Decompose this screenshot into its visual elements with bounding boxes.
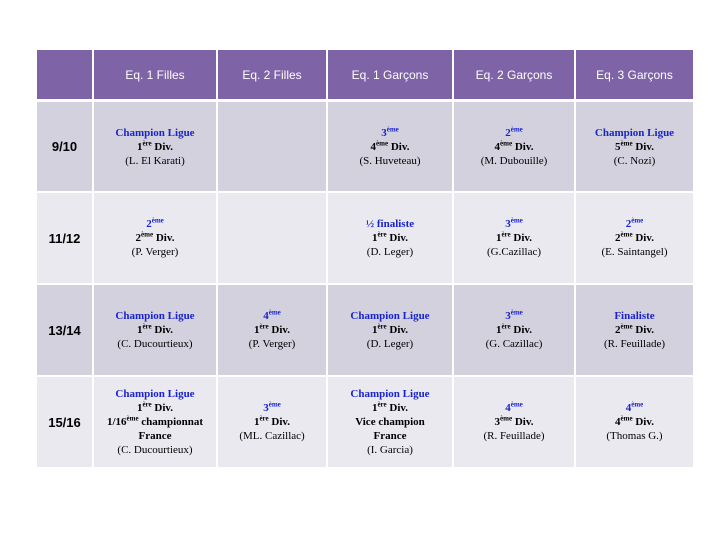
coach-name: (R. Feuillade) — [483, 430, 545, 442]
result-cell — [93, 284, 217, 376]
result-cell — [217, 192, 327, 284]
result-main: 3 — [505, 310, 511, 322]
division-word: Div. — [635, 140, 654, 153]
division-word: Div. — [389, 324, 409, 336]
result-text — [94, 217, 216, 231]
coach-name: (C. Ducourtieux) — [117, 338, 193, 350]
result-cell-content — [576, 401, 693, 443]
division-number: 2 — [615, 324, 621, 336]
column-header-eq3-garcons: Eq. 3 Garçons — [575, 50, 694, 101]
result-cell-content — [94, 309, 216, 351]
result-text — [218, 401, 326, 415]
result-main: Champion Ligue — [115, 310, 195, 322]
division-ordinal-suffix: ère — [142, 322, 152, 331]
division-number: 4 — [494, 140, 501, 153]
season-label: 11/12 — [37, 192, 93, 284]
coach-name: (D. Leger) — [366, 338, 414, 350]
division-word: Div. — [389, 232, 409, 244]
division-text — [576, 140, 693, 154]
division-ordinal-suffix: ère — [501, 230, 511, 239]
coach-name: (Thomas G.) — [606, 430, 663, 442]
result-text — [454, 126, 574, 140]
division-ordinal-suffix: ème — [620, 322, 633, 331]
division-number: 2 — [615, 232, 621, 244]
corner-header — [37, 50, 93, 101]
division-word: Div. — [514, 416, 534, 428]
result-text — [94, 309, 216, 323]
achievement-text — [94, 429, 216, 443]
result-cell — [327, 192, 453, 284]
result-cell-content — [94, 126, 216, 168]
division-ordinal-suffix: ème — [500, 138, 513, 147]
division-ordinal-suffix: ème — [376, 138, 389, 147]
division-word: Div. — [154, 402, 174, 414]
division-number: 1 — [495, 324, 502, 336]
division-number: 3 — [494, 416, 501, 428]
division-ordinal-suffix: ère — [259, 414, 269, 423]
result-cell — [453, 376, 575, 468]
result-main: ½ finaliste — [365, 218, 415, 230]
division-word: Div. — [154, 324, 174, 336]
result-text — [94, 387, 216, 401]
division-word: Div. — [271, 416, 291, 428]
division-ordinal-suffix: ère — [377, 230, 387, 239]
division-ordinal-suffix: ère — [501, 322, 511, 331]
result-main: 4 — [505, 402, 511, 414]
division-text — [218, 323, 326, 337]
division-text — [218, 415, 326, 429]
division-ordinal-suffix: ème — [620, 414, 633, 423]
result-main: 4 — [625, 402, 632, 414]
division-text — [94, 401, 216, 415]
results-table-wrapper — [37, 50, 694, 469]
result-cell — [453, 192, 575, 284]
result-text — [328, 126, 452, 140]
division-text — [328, 323, 452, 337]
result-cell — [217, 284, 327, 376]
division-number: 1 — [253, 416, 260, 428]
result-cell — [575, 284, 694, 376]
column-header-eq1-filles: Eq. 1 Filles — [93, 50, 217, 101]
achievement-main: Vice champion — [355, 416, 425, 428]
result-text — [576, 217, 693, 231]
coach-name: (D. Leger) — [366, 246, 414, 258]
coach-name: (G. Cazillac) — [485, 338, 543, 350]
result-text — [454, 401, 574, 415]
achievement-ordinal-suffix: ème — [126, 414, 139, 423]
result-cell-content — [328, 217, 452, 259]
result-ordinal-suffix: ème — [510, 400, 523, 409]
division-number: 1 — [495, 232, 502, 244]
division-ordinal-suffix: ère — [142, 400, 152, 409]
division-number: 1 — [136, 324, 143, 336]
division-number: 5 — [615, 140, 621, 153]
division-text — [94, 140, 216, 154]
result-ordinal-suffix: ème — [268, 400, 281, 409]
result-cell-content — [576, 217, 693, 259]
column-header-eq2-garcons: Eq. 2 Garçons — [453, 50, 575, 101]
achievement-main: 1/16 — [106, 416, 127, 428]
result-main: 3 — [505, 218, 511, 230]
division-ordinal-suffix: ème — [620, 138, 633, 147]
result-cell — [575, 376, 694, 468]
result-cell — [327, 101, 453, 193]
result-cell-content — [454, 309, 574, 351]
season-row — [37, 192, 694, 284]
result-main: 2 — [625, 218, 632, 230]
division-text — [94, 231, 216, 245]
coach-name: (P. Verger) — [248, 338, 296, 350]
result-main: Champion Ligue — [115, 388, 195, 400]
division-text — [454, 231, 574, 245]
season-row — [37, 101, 694, 193]
coach-name: (C. Nozi) — [613, 154, 656, 167]
division-number: 1 — [371, 402, 378, 414]
division-number: 1 — [371, 232, 378, 244]
result-main: 3 — [381, 126, 387, 139]
result-main: 2 — [505, 126, 511, 139]
result-cell — [217, 101, 327, 193]
result-cell-content — [454, 401, 574, 443]
result-text — [218, 309, 326, 323]
coach-name: (P. Verger) — [131, 246, 179, 258]
coach-name: (ML. Cazillac) — [239, 430, 305, 442]
result-ordinal-suffix: ème — [631, 216, 644, 225]
result-text — [454, 217, 574, 231]
achievement-main: France — [138, 430, 172, 442]
season-label: 13/14 — [37, 284, 93, 376]
result-text — [576, 309, 693, 323]
division-text — [576, 231, 693, 245]
achievement-main: France — [373, 430, 407, 442]
division-word: Div. — [390, 140, 410, 153]
header-row — [37, 50, 694, 101]
result-cell — [93, 101, 217, 193]
division-text — [94, 323, 216, 337]
division-ordinal-suffix: ème — [500, 414, 513, 423]
result-ordinal-suffix: ème — [631, 400, 644, 409]
achievement-text — [328, 415, 452, 429]
division-text — [454, 415, 574, 429]
division-number: 1 — [136, 402, 143, 414]
achievement-text — [328, 429, 452, 443]
division-word: Div. — [154, 140, 174, 153]
division-text — [328, 140, 452, 154]
result-main: Champion Ligue — [350, 388, 430, 400]
result-cell-content — [94, 217, 216, 259]
division-word: Div. — [513, 324, 533, 336]
division-word: Div. — [635, 324, 654, 336]
season-label: 15/16 — [37, 376, 93, 468]
result-cell — [327, 376, 453, 468]
division-word: Div. — [635, 232, 654, 244]
result-cell — [217, 376, 327, 468]
coach-name: (C. Ducourtieux) — [117, 444, 193, 456]
division-text — [576, 415, 693, 429]
result-cell — [453, 284, 575, 376]
result-cell — [575, 101, 694, 193]
season-row — [37, 376, 694, 468]
result-ordinal-suffix: ème — [510, 308, 523, 317]
result-cell — [327, 284, 453, 376]
coach-name: (M. Dubouille) — [480, 154, 548, 167]
division-ordinal-suffix: ère — [259, 322, 269, 331]
result-ordinal-suffix: ème — [510, 216, 523, 225]
division-word: Div. — [635, 416, 654, 428]
result-cell-content — [576, 309, 693, 351]
result-cell — [453, 101, 575, 193]
division-ordinal-suffix: ère — [142, 138, 152, 147]
result-text — [576, 401, 693, 415]
division-number: 1 — [136, 140, 143, 153]
result-cell-content — [218, 309, 326, 351]
result-text — [328, 217, 452, 231]
division-text — [328, 231, 452, 245]
achievement-text — [94, 415, 216, 429]
result-cell — [93, 192, 217, 284]
results-table — [37, 50, 695, 469]
division-text — [454, 323, 574, 337]
result-text — [454, 309, 574, 323]
result-ordinal-suffix: ème — [151, 216, 164, 225]
result-text — [328, 387, 452, 401]
result-text — [576, 126, 693, 140]
division-word: Div. — [155, 232, 175, 244]
result-main: Champion Ligue — [594, 126, 675, 139]
season-label: 9/10 — [37, 101, 93, 193]
division-word: Div. — [389, 402, 409, 414]
result-cell-content — [94, 387, 216, 457]
result-main: 4 — [263, 310, 269, 322]
coach-name: (I. Garcia) — [367, 444, 413, 456]
result-main: Champion Ligue — [350, 310, 430, 322]
coach-name: (S. Huveteau) — [359, 154, 421, 167]
result-cell-content — [328, 126, 452, 168]
coach-name: (G.Cazillac) — [486, 246, 542, 258]
division-number: 1 — [371, 324, 378, 336]
division-text — [328, 401, 452, 415]
division-text — [576, 323, 693, 337]
division-word: Div. — [514, 140, 534, 153]
result-ordinal-suffix: ème — [386, 124, 399, 133]
result-cell-content — [454, 126, 574, 168]
result-cell — [93, 376, 217, 468]
division-number: 1 — [253, 324, 260, 336]
result-cell-content — [328, 387, 452, 457]
result-text — [328, 309, 452, 323]
result-ordinal-suffix: ème — [268, 308, 281, 317]
column-header-eq2-filles: Eq. 2 Filles — [217, 50, 327, 101]
division-word: Div. — [513, 232, 533, 244]
division-number: 4 — [370, 140, 377, 153]
result-cell-content — [454, 217, 574, 259]
division-ordinal-suffix: ère — [377, 400, 387, 409]
result-text — [94, 126, 216, 140]
result-ordinal-suffix: ème — [510, 124, 523, 133]
column-header-eq1-garcons: Eq. 1 Garçons — [327, 50, 453, 101]
division-ordinal-suffix: ème — [141, 230, 154, 239]
coach-name: (L. El Karati) — [125, 154, 185, 167]
coach-name: (R. Feuillade) — [603, 338, 666, 350]
result-cell-content — [218, 401, 326, 443]
division-word: Div. — [271, 324, 291, 336]
season-row — [37, 284, 694, 376]
result-main: Finaliste — [614, 310, 655, 322]
result-cell-content — [576, 126, 693, 168]
coach-name: (E. Saintangel) — [601, 246, 668, 258]
result-main: 3 — [263, 402, 269, 414]
division-number: 4 — [615, 416, 621, 428]
achievement-rest: championnat — [141, 416, 204, 428]
result-main: 2 — [146, 218, 152, 230]
result-cell — [575, 192, 694, 284]
result-main: Champion Ligue — [115, 126, 195, 139]
division-text — [454, 140, 574, 154]
result-cell-content — [328, 309, 452, 351]
division-ordinal-suffix: ère — [377, 322, 387, 331]
division-ordinal-suffix: ème — [620, 230, 633, 239]
division-number: 2 — [135, 232, 142, 244]
